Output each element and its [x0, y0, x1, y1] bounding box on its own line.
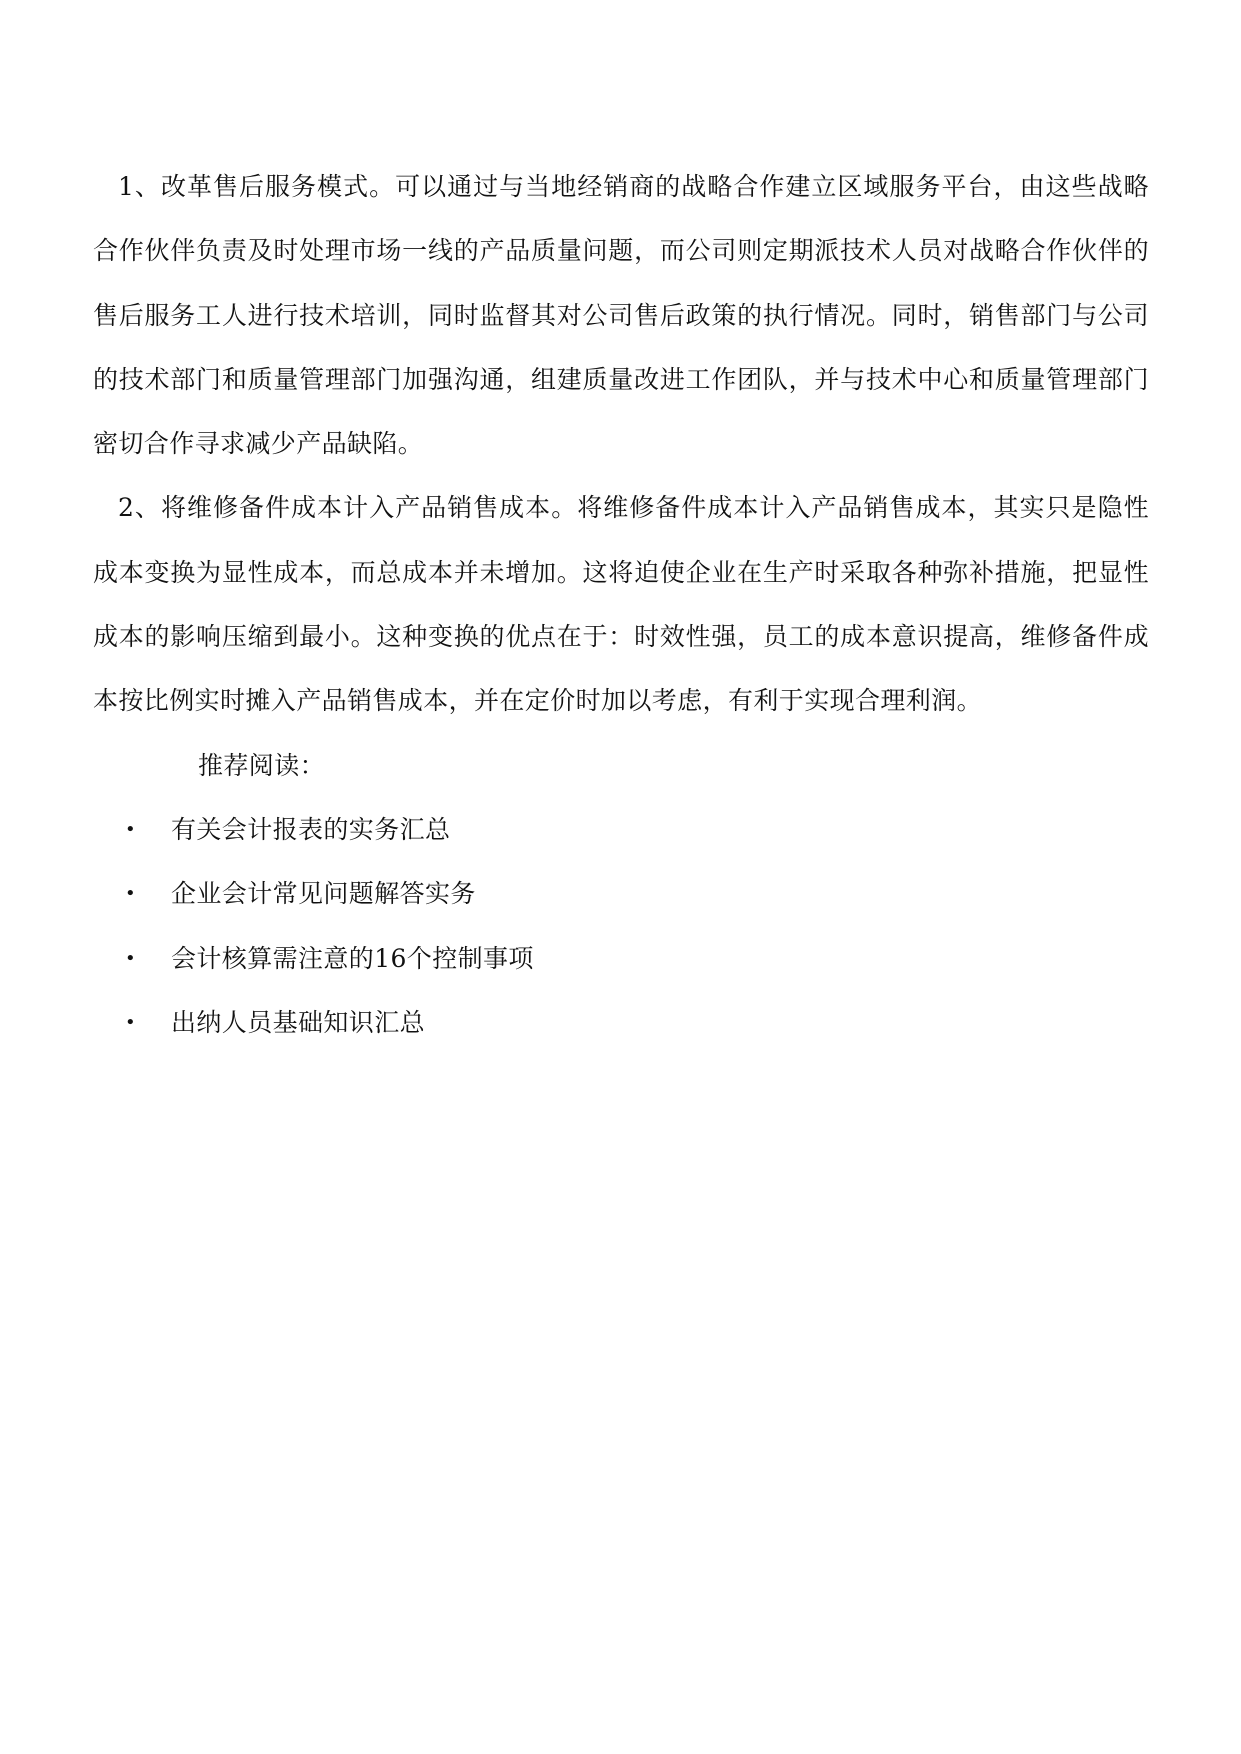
paragraph-spare-parts-cost: 2、将维修备件成本计入产品销售成本。将维修备件成本计入产品销售成本，其实只是隐性成本变换为显性成本，而总成本并未增加。这将迫使企业在生产时采取各种弥补措施，把显性成本的影响压缩到最小。这种变换的优点在于：时效性强，员工的成本意识提高，维修备件成本按比例实时摊入产品销售成本，并在定价时加以考虑，有利于实现合理利润。 — [93, 493, 1149, 716]
recommended-item-label[interactable]: 有关会计报表的实务汇总 — [171, 814, 451, 844]
recommended-reading-list — [93, 798, 1149, 1055]
bullet-icon: • — [125, 818, 137, 840]
bullet-icon: • — [125, 883, 137, 905]
recommended-item-label[interactable]: 会计核算需注意的16个控制事项 — [171, 943, 534, 973]
bullet-icon: • — [125, 947, 137, 969]
paragraph-after-sales-reform: 1、改革售后服务模式。可以通过与当地经销商的战略合作建立区域服务平台，由这些战略合作伙伴负责及时处理市场一线的产品质量问题，而公司则定期派技术人员对战略合作伙伴的售后服务工人进行技术培训，同时监督其对公司售后政策的执行情况。同时，销售部门与公司的技术部门和质量管理部门加强沟通，组建质量改进工作团队，并与技术中心和质量管理部门密切合作寻求减少产品缺陷。 — [93, 172, 1149, 459]
document-body — [93, 155, 1149, 1055]
recommended-reading-heading: 推荐阅读： — [198, 750, 326, 780]
recommended-item-financial-statements[interactable] — [93, 798, 1149, 862]
recommended-item-label[interactable]: 出纳人员基础知识汇总 — [171, 1007, 426, 1037]
bullet-icon: • — [125, 1011, 137, 1033]
recommended-item-cashier-basics[interactable] — [93, 991, 1149, 1055]
recommended-item-label[interactable]: 企业会计常见问题解答实务 — [171, 879, 476, 909]
recommended-item-control-matters[interactable] — [93, 927, 1149, 991]
recommended-item-faq[interactable] — [93, 862, 1149, 926]
